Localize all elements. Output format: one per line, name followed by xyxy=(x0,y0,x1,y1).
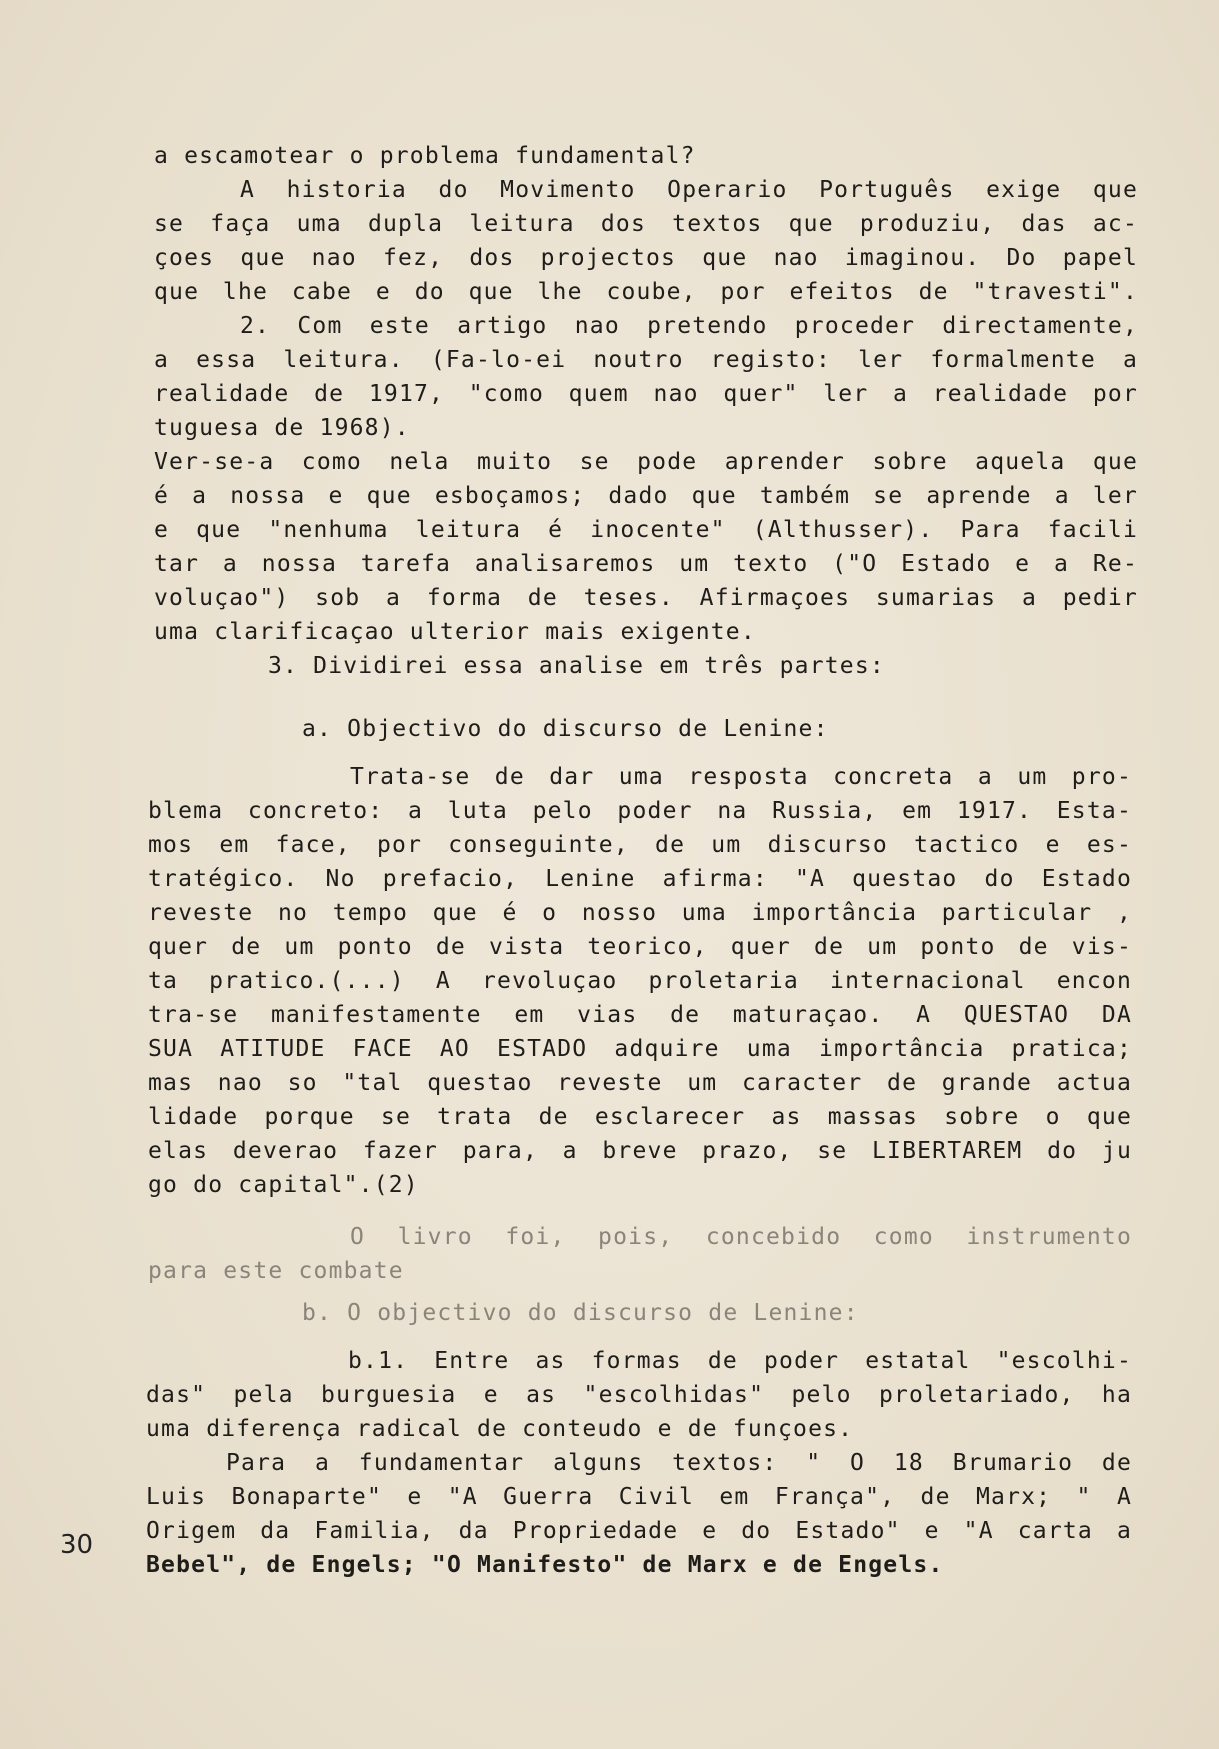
text-line: 2. Com este artigo nao pretendo proceder directamente, xyxy=(240,313,1138,339)
section-heading-b: b. O objectivo do discurso de Lenine: xyxy=(302,1300,859,1326)
text-line: b.1. Entre as formas de poder estatal "escolhi- xyxy=(348,1348,1132,1374)
text-line: ta pratico.(...) A revoluçao proletaria internacional encon xyxy=(148,968,1132,994)
text-line: elas deverao fazer para, a breve prazo, se LIBERTAREM do ju xyxy=(148,1138,1132,1164)
text-line: quer de um ponto de vista teorico, quer de um ponto de vis- xyxy=(148,934,1132,960)
text-line: Para a fundamentar alguns textos: " O 18 Brumario de xyxy=(226,1450,1132,1476)
text-line: a escamotear o problema fundamental? xyxy=(154,143,696,169)
text-line: lidade porque se trata de esclarecer as massas sobre o que xyxy=(148,1104,1132,1130)
text-line: para este combate xyxy=(148,1258,404,1284)
text-line: uma clarificaçao ulterior mais exigente. xyxy=(154,619,756,645)
text-line: tratégico. No prefacio, Lenine afirma: "A questao do Estado xyxy=(148,866,1132,892)
text-line: mos em face, por conseguinte, de um discurso tactico e es- xyxy=(148,832,1132,858)
text-line: tra-se manifestamente em vias de maturaçao. A QUESTAO DA xyxy=(148,1002,1132,1028)
text-line: é a nossa e que esboçamos; dado que também se aprende a ler xyxy=(154,483,1138,509)
text-line: voluçao") sob a forma de teses. Afirmaçoes sumarias a pedir xyxy=(154,585,1138,611)
text-line: O livro foi, pois, concebido como instrumento xyxy=(350,1224,1132,1250)
text-line: çoes que nao fez, dos projectos que nao imaginou. Do papel xyxy=(154,245,1138,271)
section-heading-a: a. Objectivo do discurso de Lenine: xyxy=(302,716,829,742)
text-line: Bebel", de Engels; "O Manifesto" de Marx e de Engels. xyxy=(146,1552,944,1578)
text-line: 3. Dividirei essa analise em três partes: xyxy=(268,653,885,679)
text-line: go do capital".(2) xyxy=(148,1172,419,1198)
text-line: Origem da Familia, da Propriedade e do Estado" e "A carta a xyxy=(146,1518,1132,1544)
text-line: tar a nossa tarefa analisaremos um texto ("O Estado e a Re- xyxy=(154,551,1138,577)
text-line: que lhe cabe e do que lhe coube, por efeitos de "travesti". xyxy=(154,279,1138,305)
page-number: 30 xyxy=(60,1530,94,1560)
text-line: Trata-se de dar uma resposta concreta a um pro- xyxy=(350,764,1132,790)
text-line: se faça uma dupla leitura dos textos que produziu, das ac- xyxy=(154,211,1138,237)
text-line: SUA ATITUDE FACE AO ESTADO adquire uma importância pratica; xyxy=(148,1036,1132,1062)
text-line: Ver-se-a como nela muito se pode aprender sobre aquela que xyxy=(154,449,1138,475)
text-line: reveste no tempo que é o nosso uma importância particular , xyxy=(148,900,1132,926)
text-line: e que "nenhuma leitura é inocente" (Althusser). Para facili xyxy=(154,517,1138,543)
text-line: realidade de 1917, "como quem nao quer" ler a realidade por xyxy=(154,381,1138,407)
text-line: uma diferença radical de conteudo e de funçoes. xyxy=(146,1416,854,1442)
text-line: a essa leitura. (Fa-lo-ei noutro registo: ler formalmente a xyxy=(154,347,1138,373)
text-line: tuguesa de 1968). xyxy=(154,415,410,441)
text-line: das" pela burguesia e as "escolhidas" pelo proletariado, ha xyxy=(146,1382,1132,1408)
text-line: mas nao so "tal questao reveste um caracter de grande actua xyxy=(148,1070,1132,1096)
text-line: A historia do Movimento Operario Português exige que xyxy=(240,177,1138,203)
text-line: blema concreto: a luta pelo poder na Russia, em 1917. Esta- xyxy=(148,798,1132,824)
text-line: Luis Bonaparte" e "A Guerra Civil em França", de Marx; " A xyxy=(146,1484,1132,1510)
